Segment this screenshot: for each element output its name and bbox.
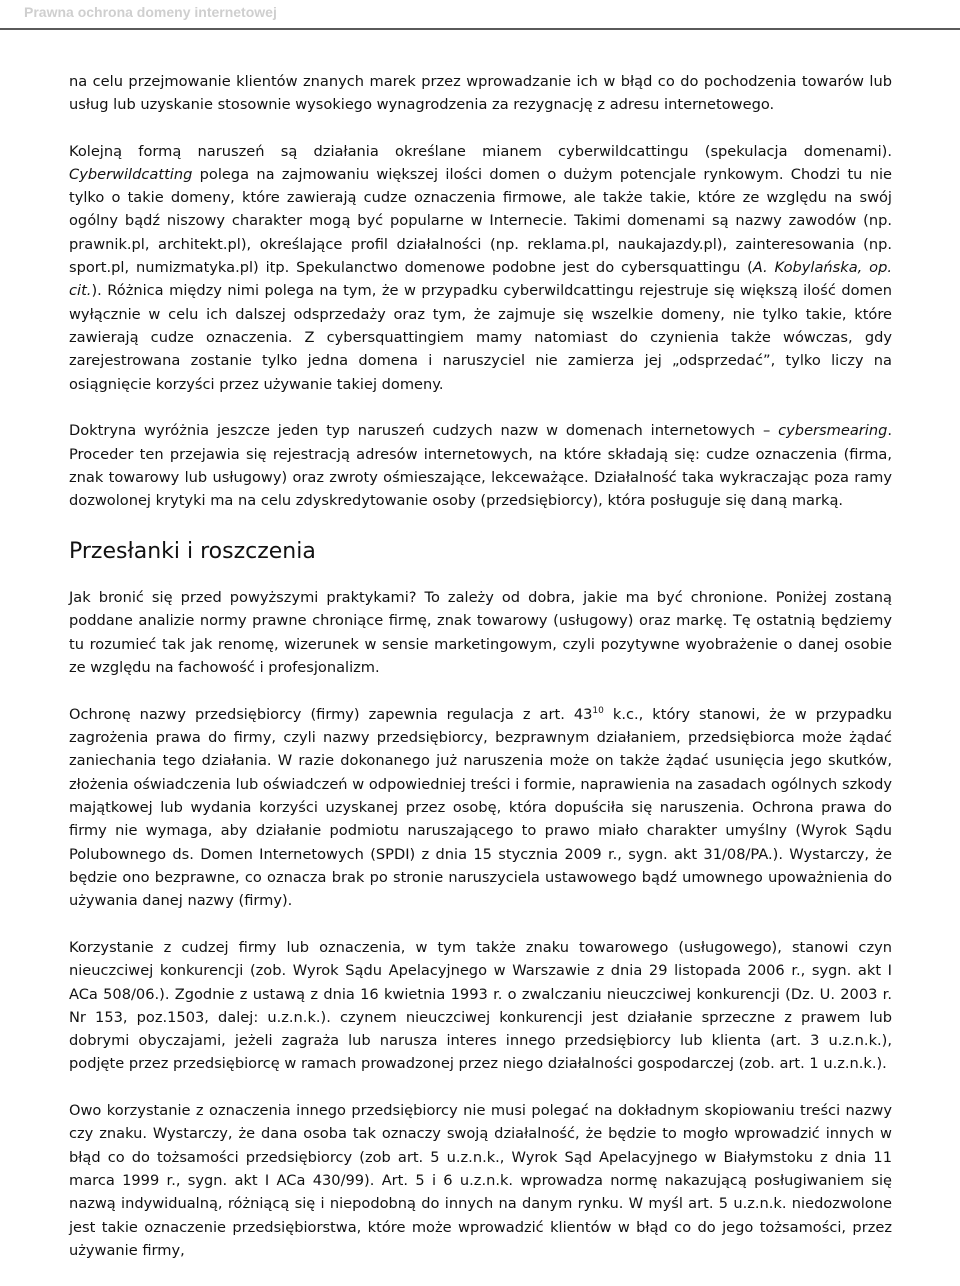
paragraph-text: Doktryna wyróżnia jeszcze jeden typ naruszeń cudzych nazw w domenach internetowych – — [69, 422, 779, 440]
paragraph-text: Kolejną formą naruszeń są działania określane mianem cyberwildcattingu (spekulacja domenami). — [69, 142, 892, 160]
italic-term: Cyberwildcatting — [69, 165, 193, 183]
paragraph-intro — [69, 586, 892, 679]
paragraph-text: Korzystanie z cudzej firmy lub oznaczenia, w tym także znaku towarowego (usługowego), stanowi czyn nieuczciwej konkurencji (zob. Wyrok Sądu Apelacyjnego w Warszawie z dnia 29 listopada 2006 r., sygn. akt I ACa 508/06.). Zgodnie z ustawą z dnia 16 kwietnia 1993 r. o zwalczaniu nieuczciwej konkurencji (Dz. U. 2003 r. Nr 153, poz.1503, dalej: u.z.n.k.). czynem nieuczciwej konkurencji jest działanie sprzeczne z prawem lub dobrymi obyczajami, jeżeli zagraża lub narusza interes innego przedsiębiorcy lub klienta (art. 3 u.z.n.k.), podjęte przez przedsiębiorcę w ramach prowadzonej przez niego działalności gospodarczej (zob. art. 1 u.z.n.k.). — [69, 938, 892, 1073]
superscript-number: 10 — [592, 705, 604, 716]
paragraph-identity-confusion — [69, 1099, 892, 1262]
running-header-title: Prawna ochrona domeny internetowej — [24, 4, 277, 20]
paragraph-unfair-competition — [69, 936, 892, 1076]
paragraph-firm-protection — [69, 703, 892, 913]
paragraph-text: Jak bronić się przed powyższymi praktykami? To zależy od dobra, jakie ma być chronione. Poniżej zostaną poddane analizie normy prawne chroniące firmę, znak towarowy (usługowy) oraz markę. Tę ostatnią będziemy tu rozumieć tak jak renomę, wizerunek w sensie marketingowym, czyli pozytywne wyobrażenie o danej osobie ze względu na fachowość i profesjonalizm. — [69, 589, 892, 676]
paragraph-text: na celu przejmowanie klientów znanych marek przez wprowadzanie ich w błąd co do pochodzenia towarów lub usług lub uzyskanie stosownie wysokiego wynagrodzenia za rezygnację z adresu internetowego. — [69, 73, 892, 114]
paragraph-text: ). Różnica między nimi polega na tym, że w przypadku cyberwildcattingu rejestruje się większą ilość domen wyłącznie w celu ich dalszej odsprzedaży oraz tym, że zajmuje się wszelkie domeny, nie tylko takie, które zawierają cudze oznaczenia. Z cybersquattingiem mamy natomiast do czynienia także wówczas, gdy zarejestrowana zostanie tylko jedna domena i naruszyciel nie zamierza jej „odsprzedać”, tylko liczy na osiągnięcie korzyści przez używanie takiej domeny. — [69, 282, 892, 393]
section-heading: Przesłanki i roszczenia — [69, 539, 316, 565]
paragraph-text: . Proceder ten przejawia się rejestracją adresów internetowych, na które składają się: cudze oznaczenia (firma, znak towarowy lub usługowy) oraz zwroty ośmieszające, lekceważące. Działalność taka wykraczając poza ramy dozwolonej krytyki ma na celu zdyskredytowanie osoby (przedsiębiorcy), która posługuje się daną marką. — [69, 422, 892, 510]
paragraph-continuation — [69, 70, 892, 117]
paragraph-text: Ochronę nazwy przedsiębiorcy (firmy) zapewnia regulacja z art. 43 — [69, 705, 593, 723]
paragraph-text: Owo korzystanie z oznaczenia innego przedsiębiorcy nie musi polegać na dokładnym skopiowaniu treści nazwy czy znaku. Wystarczy, że dana osoba tak oznaczy swoją działalność, że będzie to mogło wprowadzić innych w błąd co do tożsamości przedsiębiorcy (zob art. 5 u.z.n.k., Wyrok Sąd Apelacyjnego w Białymstoku z dnia 11 marca 1999 r., sygn. akt I ACa 430/99). Art. 5 i 6 u.z.n.k. wprowadza normę nakazującą posługiwaniem się nazwą indywidualną, różniącą się i niepodobną do innych na danym rynku. W myśl art. 5 u.z.n.k. niedozwolone jest takie oznaczenie przedsiębiorstwa, które może wprowadzić klientów w błąd co do jego tożsamości, przez używanie firmy, — [69, 1102, 892, 1259]
italic-term: cybersmearing — [778, 422, 888, 440]
page-header — [0, 0, 960, 30]
italic-citation: A. Kobylańska, op. cit. — [69, 259, 893, 300]
paragraph-cybersmearing — [69, 419, 892, 512]
paragraph-text: polega na zajmowaniu większej ilości domen o dużym potencjale rynkowym. Chodzi tu nie tylko o takie domeny, które zawierają cudze oznaczenia firmowe, ale także takie, które ze względu na swój ogólny bądź niszowy charakter mogą być popularne w Internecie. Takimi domenami są nazwy zawodów (np. prawnik.pl, architekt.pl), określające profil działalności (np. reklama.pl, naukajazdy.pl), zainteresowania (np. sport.pl, numizmatyka.pl) itp. Spekulanctwo domenowe podobne jest do cybersquattingu ( — [69, 165, 892, 277]
document-body — [69, 70, 892, 1286]
paragraph-cyberwildcatting — [69, 140, 892, 396]
paragraph-text: k.c., który stanowi, że w przypadku zagrożenia prawa do firmy, czyli nazwy przedsiębiorcy, bezprawnym działaniem, przedsiębiorca może żądać zaniechania tego działania. W razie dokonanego już naruszenia może on także żądać usunięcia jego skutków, złożenia oświadczenia lub oświadczeń w odpowiedniej treści i formie, naprawienia na zasadach ogólnych szkody majątkowej lub wydania korzyści uzyskanej przez osobę, która dopuściła się naruszenia. Ochrona prawa do firmy nie wymaga, aby działanie podmiotu naruszającego to prawo miało charakter umyślny (Wyrok Sądu Polubownego ds. Domen Internetowych (SPDI) z dnia 15 stycznia 2009 r., sygn. akt 31/08/PA.). Wystarczy, że będzie ono bezprawne, co oznacza brak po stronie naruszyciela ustawowego bądź umownego upoważnienia do używania danej nazwy (firmy). — [69, 705, 892, 910]
